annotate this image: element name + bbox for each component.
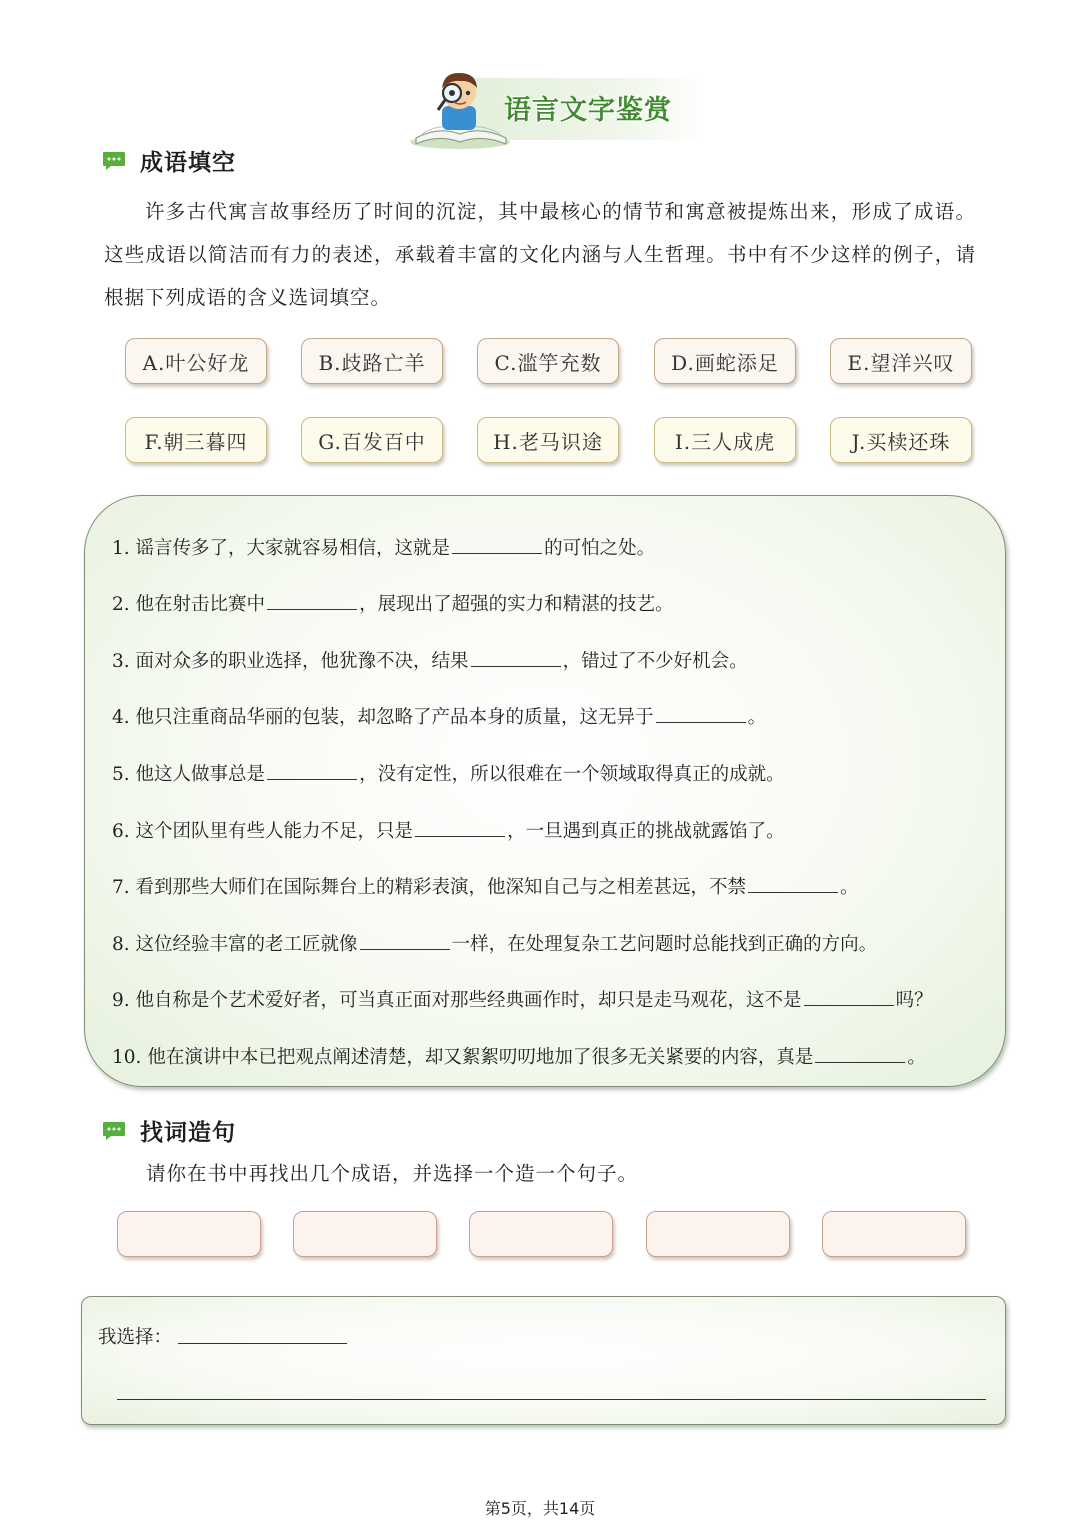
- sentence-answer-box: [81, 1296, 1006, 1425]
- idiom-option-g: G.百发百中: [301, 417, 443, 463]
- answer-blank[interactable]: [804, 1004, 894, 1006]
- answer-blank[interactable]: [415, 835, 505, 837]
- idiom-option-j: J.买椟还珠: [830, 417, 972, 463]
- question-text-before: 看到那些大师们在国际舞台上的精彩表演，他深知自己与之相差甚远，不禁: [135, 877, 747, 898]
- idiom-option-e: E.望洋兴叹: [830, 338, 972, 384]
- question-number: 2.: [112, 594, 130, 615]
- question-text-before: 他这人做事总是: [135, 764, 266, 785]
- idiom-answer-box-1[interactable]: [117, 1211, 261, 1257]
- idiom-answer-box-4[interactable]: [646, 1211, 790, 1257]
- question-text-after: ，错过了不少好机会。: [562, 651, 748, 672]
- question-text-before: 他在射击比赛中: [135, 594, 266, 615]
- section-heading-idiom-fill: [102, 144, 236, 177]
- intro-paragraph: 许多古代寓言故事经历了时间的沉淀，其中最核心的情节和寓意被提炼出来，形成了成语。这些成语以简洁而有力的表述，承载着丰富的文化内涵与人生哲理。书中有不少这样的例子，请根据下列成语的含义选词填空。: [104, 200, 976, 309]
- question-row: [112, 986, 992, 1012]
- question-text-after: 的可怕之处。: [544, 538, 656, 559]
- answer-blank[interactable]: [656, 721, 746, 723]
- question-number: 6.: [112, 821, 130, 842]
- question-number: 1.: [112, 538, 130, 559]
- choose-label: 我选择：: [98, 1327, 173, 1348]
- idiom-option-h: H.老马识途: [477, 417, 619, 463]
- section-heading-label: 找词造句: [140, 1120, 236, 1146]
- question-text-before: 他自称是个艺术爱好者，可当真正面对那些经典画作时，却只是走马观花，这不是: [135, 990, 802, 1011]
- question-row: [112, 760, 992, 786]
- question-number: 8.: [112, 934, 130, 955]
- banner-title: 语言文字鉴赏: [504, 95, 672, 126]
- reading-boy-icon: [408, 68, 518, 152]
- question-text-after: 。: [907, 1047, 926, 1068]
- idiom-option-c: C.滥竽充数: [477, 338, 619, 384]
- section-heading-label: 成语填空: [140, 150, 236, 176]
- chat-bubble-icon: [102, 1121, 126, 1141]
- answer-blank[interactable]: [452, 552, 542, 554]
- section2-instruction: 请你在书中再找出几个成语，并选择一个造一个句子。: [146, 1162, 639, 1185]
- question-row: [112, 873, 992, 899]
- question-text-before: 这位经验丰富的老工匠就像: [135, 934, 358, 955]
- idiom-answer-box-3[interactable]: [469, 1211, 613, 1257]
- page-number: 第5页，共14页: [484, 1499, 596, 1518]
- idiom-option-f: F.朝三暮四: [125, 417, 267, 463]
- question-text-after: 。: [840, 877, 859, 898]
- section-heading-find-words: [102, 1114, 236, 1147]
- idiom-option-d: D.画蛇添足: [654, 338, 796, 384]
- question-number: 7.: [112, 877, 130, 898]
- answer-blank[interactable]: [267, 778, 357, 780]
- answer-blank[interactable]: [748, 891, 838, 893]
- question-text-after: 。: [747, 707, 767, 728]
- section-banner: [408, 68, 708, 152]
- question-text-before: 他只注重商品华丽的包装，却忽略了产品本身的质量，这无异于: [135, 707, 654, 728]
- question-number: 3.: [112, 651, 130, 672]
- chat-bubble-icon: [102, 151, 126, 171]
- question-row: [112, 817, 992, 843]
- question-number: 5.: [112, 764, 130, 785]
- question-row: [112, 930, 992, 956]
- question-text-after: ，一旦遇到真正的挑战就露馅了。: [507, 821, 785, 842]
- idiom-option-i: I.三人成虎: [654, 417, 796, 463]
- question-number: 10.: [112, 1047, 142, 1068]
- answer-blank[interactable]: [267, 608, 357, 610]
- question-text-before: 他在演讲中本已把观点阐述清楚，却又絮絮叨叨地加了很多无关紧要的内容，真是: [147, 1047, 814, 1068]
- question-text-after: ，展现出了超强的实力和精湛的技艺。: [359, 594, 674, 615]
- answer-blank[interactable]: [471, 665, 561, 667]
- question-text-after: 一样，在处理复杂工艺问题时总能找到正确的方向。: [451, 934, 878, 955]
- question-text-before: 这个团队里有些人能力不足，只是: [135, 821, 414, 842]
- question-row: [112, 647, 992, 673]
- question-number: 4.: [112, 707, 130, 728]
- question-row: [112, 590, 992, 616]
- question-text-after: ，没有定性，所以很难在一个领域取得真正的成就。: [359, 764, 785, 785]
- sentence-blank[interactable]: [117, 1399, 986, 1400]
- idiom-option-a: A.叶公好龙: [125, 338, 267, 384]
- idiom-answer-box-5[interactable]: [822, 1211, 966, 1257]
- question-row: [112, 703, 992, 729]
- chosen-idiom-blank[interactable]: [178, 1343, 347, 1344]
- question-row: [112, 1043, 992, 1069]
- question-number: 9.: [112, 990, 130, 1011]
- question-row: [112, 534, 992, 560]
- answer-blank[interactable]: [360, 948, 450, 950]
- idiom-option-b: B.歧路亡羊: [301, 338, 443, 384]
- idiom-answer-box-2[interactable]: [293, 1211, 437, 1257]
- question-text-before: 面对众多的职业选择，他犹豫不决，结果: [135, 651, 469, 672]
- answer-blank[interactable]: [815, 1061, 905, 1063]
- question-text-before: 谣言传多了，大家就容易相信，这就是: [135, 538, 451, 559]
- question-text-after: 吗？: [895, 990, 933, 1011]
